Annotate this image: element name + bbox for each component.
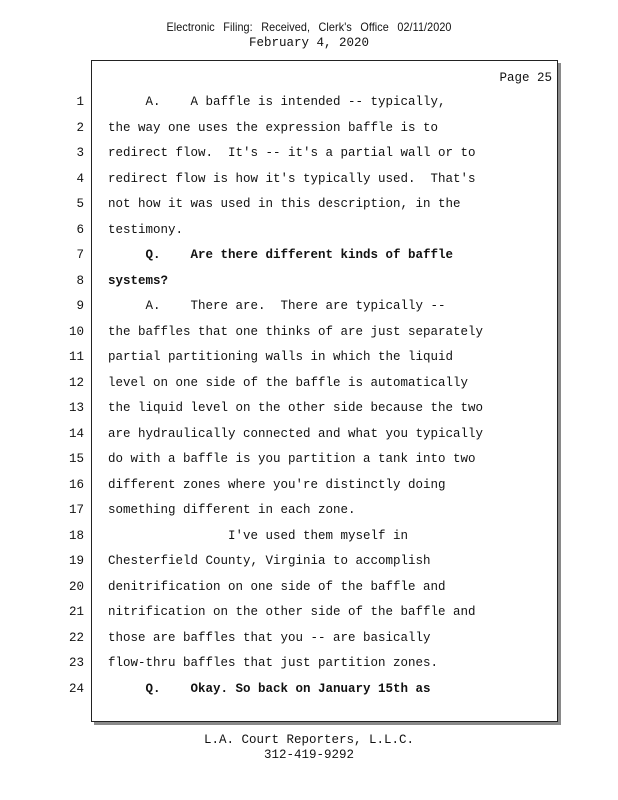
line-number: 10	[68, 324, 84, 339]
transcript-line-text: the liquid level on the other side because the two	[108, 401, 484, 415]
line-number: 22	[68, 630, 84, 645]
line-number: 8	[76, 273, 84, 288]
transcript-line-text: flow-thru baffles that just partition zones.	[108, 656, 439, 670]
line-number: 5	[76, 197, 84, 211]
transcript-line-text: redirect flow is how it's typically used. That's	[108, 171, 476, 186]
line-number: 9	[76, 299, 84, 313]
line-number: 19	[68, 554, 84, 568]
footer-phone: 312-419-9292	[263, 748, 354, 762]
transcript-line-text: nitrification on the other side of the baffle and	[108, 605, 476, 619]
line-number: 1	[76, 95, 84, 109]
transcript-line-text: not how it was used in this description, in the	[108, 197, 461, 211]
transcript-line-text: do with a baffle is you partition a tank into two	[108, 452, 476, 466]
line-number: 4	[76, 171, 84, 186]
transcript-line-text: Q. Are there different kinds of baffle	[108, 248, 454, 262]
transcript-line-text: redirect flow. It's -- it's a partial wall or to	[108, 146, 476, 160]
filing-stamp: Electronic Filing: Received, Clerk's Office 02/11/2020	[166, 20, 452, 34]
header-date: February 4, 2020	[248, 36, 370, 50]
transcript-line-text: the way one uses the expression baffle is to	[108, 120, 439, 135]
line-number: 23	[68, 656, 84, 670]
transcript-line-text: those are baffles that you -- are basically	[108, 630, 431, 645]
transcript-line-text: systems?	[108, 273, 169, 288]
line-number: 16	[68, 477, 84, 492]
transcript-line-text: different zones where you're distinctly doing	[108, 477, 446, 492]
footer-company: L.A. Court Reporters, L.L.C.	[203, 733, 415, 747]
transcript-line-text: A. There are. There are typically --	[108, 299, 446, 313]
line-number: 3	[76, 146, 84, 160]
line-number: 15	[68, 452, 84, 466]
line-number: 13	[68, 401, 84, 415]
line-number: 7	[76, 248, 84, 262]
transcript-line-text: denitrification on one side of the baffle and	[108, 579, 446, 594]
line-number: 24	[68, 681, 84, 696]
transcript-line-text: testimony.	[108, 222, 184, 237]
line-number: 18	[68, 528, 84, 543]
line-number: 2	[76, 120, 84, 135]
transcript-line-text: A. A baffle is intended -- typically,	[108, 95, 446, 109]
transcript-line-text: level on one side of the baffle is automatically	[108, 375, 469, 390]
line-number: 6	[76, 222, 84, 237]
transcript-line-text: partial partitioning walls in which the liquid	[108, 350, 454, 364]
line-number: 17	[68, 503, 84, 517]
transcript-line-text: the baffles that one thinks of are just separately	[108, 324, 484, 339]
page-number: Page 25	[499, 71, 552, 85]
transcript-line-text: are hydraulically connected and what you typically	[108, 426, 484, 441]
line-number: 11	[68, 350, 84, 364]
transcript-line-text: Q. Okay. So back on January 15th as	[108, 681, 431, 696]
line-number: 14	[68, 426, 84, 441]
transcript-line-text: Chesterfield County, Virginia to accomplish	[108, 554, 431, 568]
line-number: 21	[68, 605, 84, 619]
transcript-line-text: something different in each zone.	[108, 503, 356, 517]
line-number: 12	[68, 375, 84, 390]
transcript-line-text: I've used them myself in	[108, 528, 409, 543]
line-number: 20	[68, 579, 84, 594]
